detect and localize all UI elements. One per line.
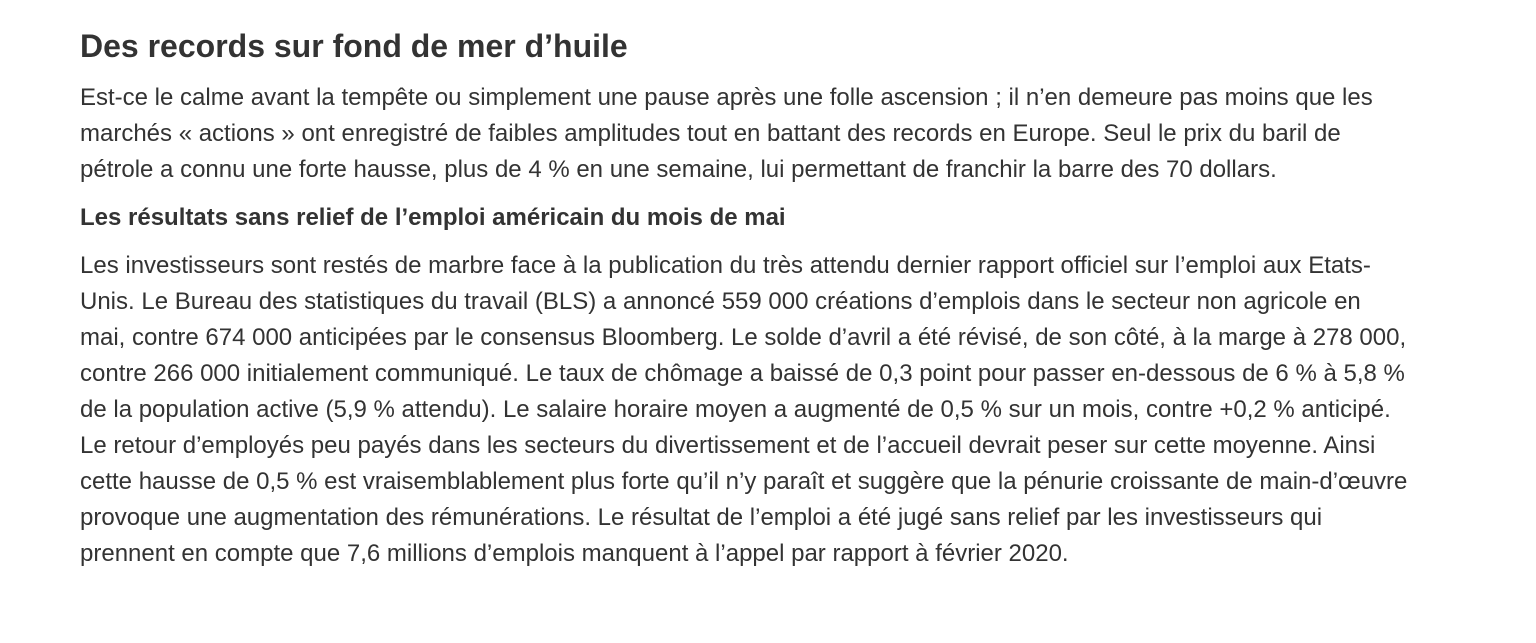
article [80,0,1410,572]
section-heading: Les résultats sans relief de l’emploi américain du mois de mai [80,204,786,231]
article-title: Des records sur fond de mer d’huile [80,28,628,64]
intro-paragraph: Est-ce le calme avant la tempête ou simplement une pause après une folle ascension ; il n’en demeure pas moins que les marchés « actions » ont enregistré de faibles amplitudes tout en battant des records en Europe. Seul le prix du baril de pétrole a connu une forte hausse, plus de 4 % en une semaine, lui permettant de franchir la barre des 70 dollars. [80,84,1373,183]
section-paragraph: Les investisseurs sont restés de marbre face à la publication du très attendu dernier rapport officiel sur l’emploi aux Etats-Unis. Le Bureau des statistiques du travail (BLS) a annoncé 559 000 créations d’emplois dans le secteur non agricole en mai, contre 674 000 anticipées par le consensus Bloomberg. Le solde d’avril a été révisé, de son côté, à la marge à 278 000, contre 266 000 initialement communiqué. Le taux de chômage a baissé de 0,3 point pour passer en-dessous de 6 % à 5,8 % de la population active (5,9 % attendu). Le salaire horaire moyen a augmenté de 0,5 % sur un mois, contre +0,2 % anticipé. Le retour d’employés peu payés dans les secteurs du divertissement et de l’accueil devrait peser sur cette moyenne. Ainsi cette hausse de 0,5 % est vraisemblablement plus forte qu’il n’y paraît et suggère que la pénurie croissante de main-d’œuvre provoque une augmentation des rémunérations. Le résultat de l’emploi a été jugé sans relief par les investisseurs qui prennent en compte que 7,6 millions d’emplois manquent à l’appel par rapport à février 2020. [80,252,1408,567]
